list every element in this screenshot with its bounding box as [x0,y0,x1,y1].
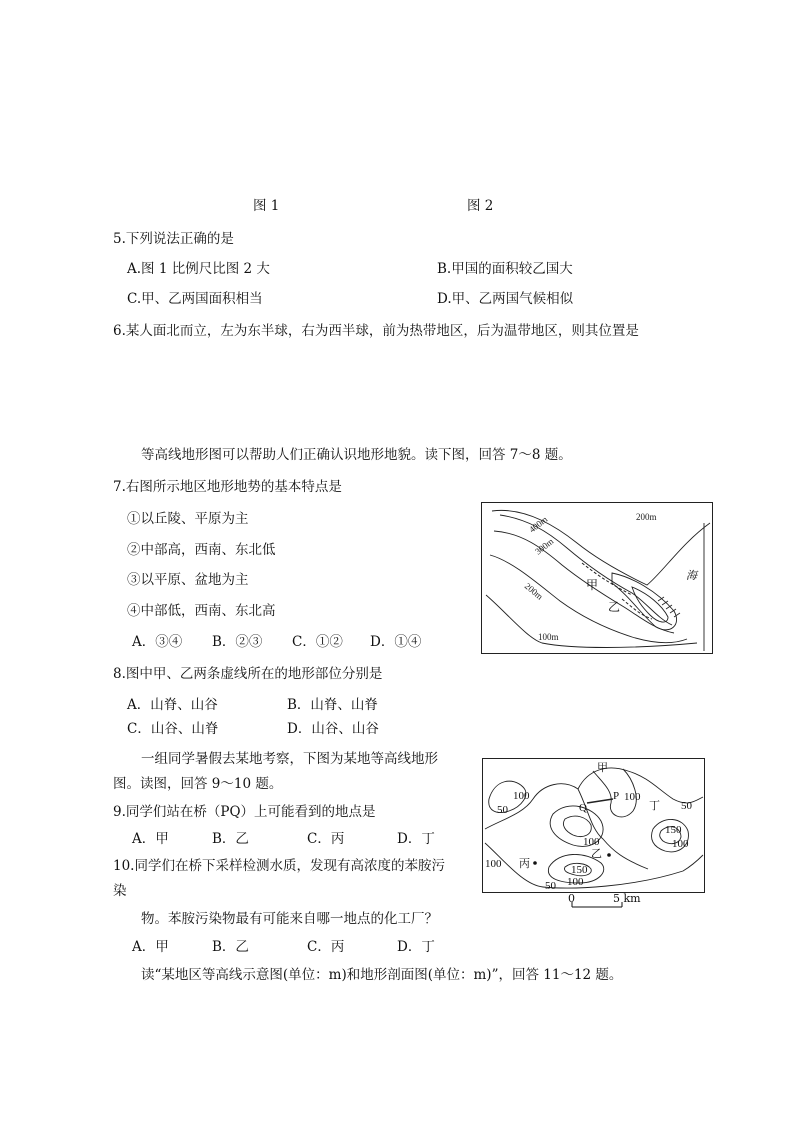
scale-bar-svg [560,893,660,915]
map1-label-sea: 海 [686,570,697,582]
map2-label-100-west: 100 [513,790,530,802]
point-bing [533,861,537,865]
map2-label-100-bing: 100 [485,858,502,870]
q7-option-a: A．③④ [132,634,183,650]
q8-option-b: B．山脊、山脊 [287,697,378,713]
scale-bar-label: 5 km [613,892,641,905]
q8-option-d: D．山谷、山谷 [287,721,379,737]
point-yi [607,853,611,857]
map1-label-200m-south: 200m [522,580,545,602]
map2-label-100-south: 100 [567,876,584,888]
q6-stem: 6.某人面北而立，左为东半球，右为西半球，前为热带地区，后为温带地区，则其位置是 [113,323,639,339]
map2-label-bing: 丙 [519,858,530,870]
q7-statement-1: ①以丘陵、平原为主 [127,511,249,527]
q5-option-a: A.图 1 比例尺比图 2 大 [127,261,270,277]
map2-label-50-west: 50 [497,804,508,816]
map1-label-100m: 100m [538,632,559,642]
q10-stem-line-2: 染 [113,883,127,899]
q7-statement-3: ③以平原、盆地为主 [127,572,249,588]
figure-1-caption: 图 1 [253,198,280,214]
q10-option-c: C．丙 [307,939,345,955]
q7-option-c: C．①② [292,634,343,650]
map1-label-400m: 400m [527,514,550,535]
contour-200m-south [490,555,687,643]
map2-label-jia: 甲 [597,762,608,774]
map2-label-ding: 丁 [649,800,660,812]
q8-option-c: C．山谷、山脊 [127,721,219,737]
q10-option-a: A．甲 [132,939,169,955]
intro-9-10-line-1: 一组同学暑假去某地考察，下图为某地等高线地形 [141,751,438,767]
contour-map-1 [481,502,713,654]
contour-400m [500,515,672,625]
contour-150-central [563,816,591,836]
q9-option-b: B．乙 [212,831,249,847]
q7-option-d: D．①④ [370,634,422,650]
map2-label-p: P [613,790,620,802]
q5-stem: 5.下列说法正确的是 [113,231,234,247]
q7-statement-4: ④中部低，西南、东北高 [127,603,276,619]
map2-label-50-south: 50 [545,880,556,892]
map2-label-150-south: 150 [571,864,588,876]
q7-statement-2: ②中部高，西南、东北低 [127,542,276,558]
q9-stem: 9.同学们站在桥（PQ）上可能看到的地点是 [113,804,376,820]
map2-label-100-east: 100 [672,838,689,850]
q9-option-a: A．甲 [132,831,169,847]
q10-option-d: D．丁 [397,939,435,955]
intro-7-8: 等高线地形图可以帮助人们正确认识地形地貌。读下图，回答 7～8 题。 [141,447,572,463]
q8-option-a: A．山脊、山谷 [127,697,218,713]
contour-map-1-svg [482,503,712,653]
q7-option-b: B．②③ [212,634,263,650]
q7-stem: 7.右图所示地区地形地势的基本特点是 [113,479,342,495]
map2-label-yi: 乙 [591,848,602,860]
figure-2-caption: 图 2 [467,198,494,214]
map1-label-yi: 乙 [608,600,621,614]
q10-option-b: B．乙 [212,939,249,955]
bridge-pq [587,799,613,803]
contour-map-2 [482,758,705,893]
q10-stem-line-1: 10.同学们在桥下采样检测水质，发现有高浓度的苯胺污 [113,858,445,874]
scale-bar [560,893,660,915]
q9-option-c: C．丙 [307,831,345,847]
q8-stem: 8.图中甲、乙两条虚线所在的地形部位分别是 [113,666,383,682]
map1-label-200m-north: 200m [636,512,657,522]
map2-label-50-east: 50 [681,800,692,812]
map1-label-jia: 甲 [586,578,599,592]
q5-option-b: B.甲国的面积较乙国大 [437,261,573,277]
map2-label-q: Q [579,802,587,814]
intro-9-10-line-2: 图。读图，回答 9～10 题。 [113,776,283,792]
q10-stem-line-3: 物。苯胺污染物最有可能来自哪一地点的化工厂？ [141,911,438,927]
contour-map-2-svg [483,759,704,892]
map2-label-100-p: 100 [624,791,641,803]
map2-label-100-central: 100 [583,836,600,848]
scale-bar-zero: 0 [568,892,575,905]
q9-option-d: D．丁 [397,831,435,847]
q5-option-c: C.甲、乙两国面积相当 [127,291,263,307]
map1-label-300m: 300m [533,536,556,557]
map2-label-150-east: 150 [665,824,682,836]
q5-option-d: D.甲、乙两国气候相似 [437,291,574,307]
intro-11-12: 读“某地区等高线示意图(单位：m)和地形剖面图(单位：m)”，回答 11～12 题。 [141,967,623,983]
